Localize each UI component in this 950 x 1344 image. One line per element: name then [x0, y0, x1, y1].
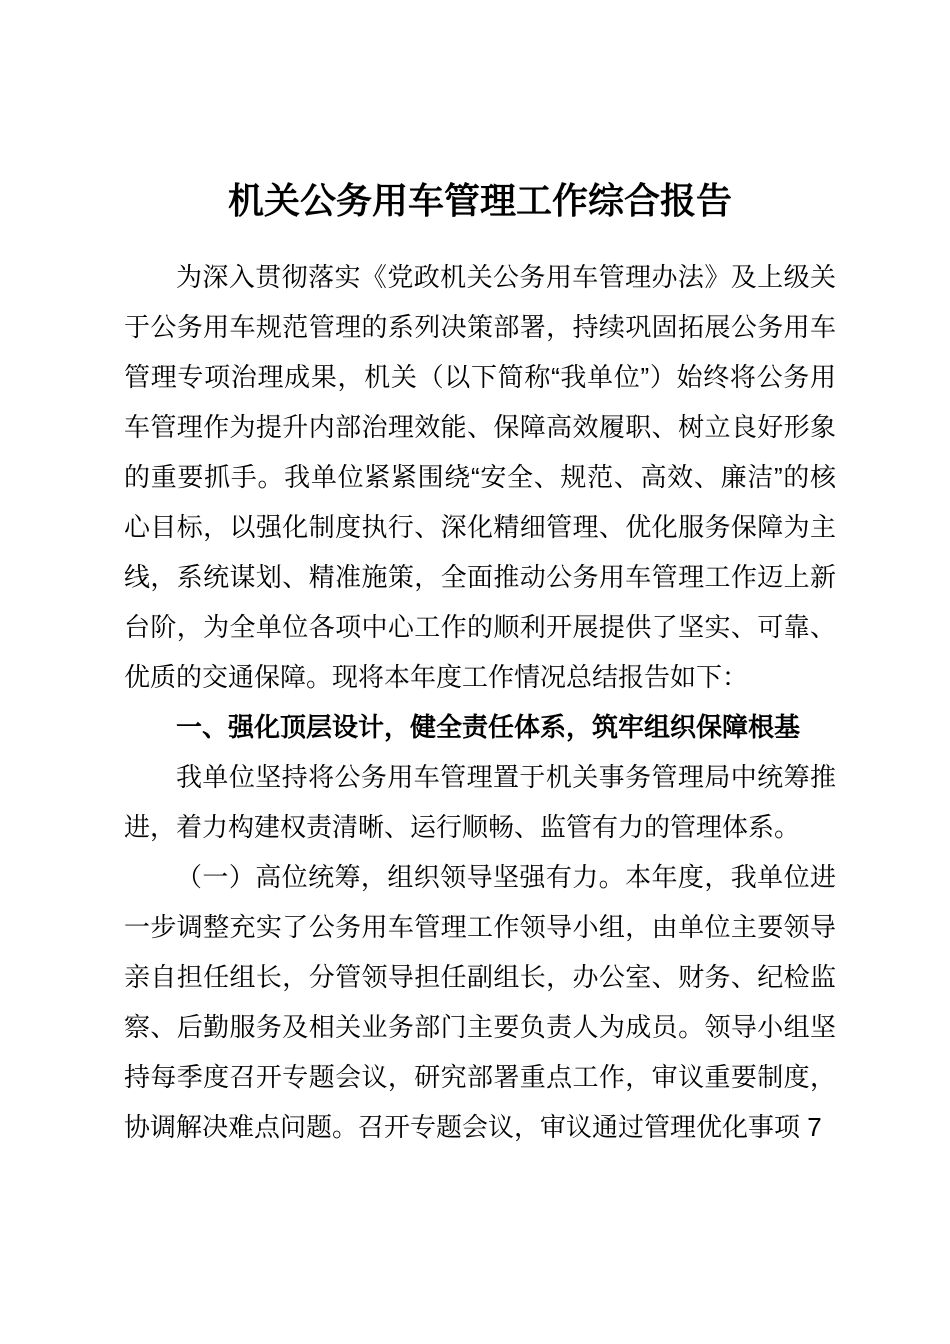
paragraph-intro: 为深入贯彻落实《党政机关公务用车管理办法》及上级关于公务用车规范管理的系列决策部署，持续巩固拓展公务用车管理专项治理成果，机关（以下简称“我单位”）始终将公务用车管理作为提升内部治理效能、保障高效履职、树立良好形象的重要抓手。我单位紧紧围绕“安全、规范、高效、廉洁”的核心目标，以强化制度执行、深化精细管理、优化服务保障为主线，系统谋划、精准施策，全面推动公务用车管理工作迈上新台阶，为全单位各项中心工作的顺利开展提供了坚实、可靠、优质的交通保障。现将本年度工作情况总结报告如下： [124, 262, 836, 692]
section-heading-1: 一、强化顶层设计，健全责任体系，筑牢组织保障根基 [176, 712, 801, 742]
paragraph-subsection-1-1: （一）高位统筹，组织领导坚强有力。本年度，我单位进一步调整充实了公务用车管理工作领导小组，由单位主要领导亲自担任组长，分管领导担任副组长，办公室、财务、纪检监察、后勤服务及相关业务部门主要负责人为成员。领导小组坚持每季度召开专题会议，研究部署重点工作，审议重要制度，协调解决难点问题。召开专题会议，审议通过管理优化事项 7 [124, 862, 836, 1142]
paragraph-section-1-overview: 我单位坚持将公务用车管理置于机关事务管理局中统筹推进，着力构建权责清晰、运行顺畅、监管有力的管理体系。 [124, 762, 836, 842]
document-title: 机关公务用车管理工作综合报告 [227, 180, 732, 221]
